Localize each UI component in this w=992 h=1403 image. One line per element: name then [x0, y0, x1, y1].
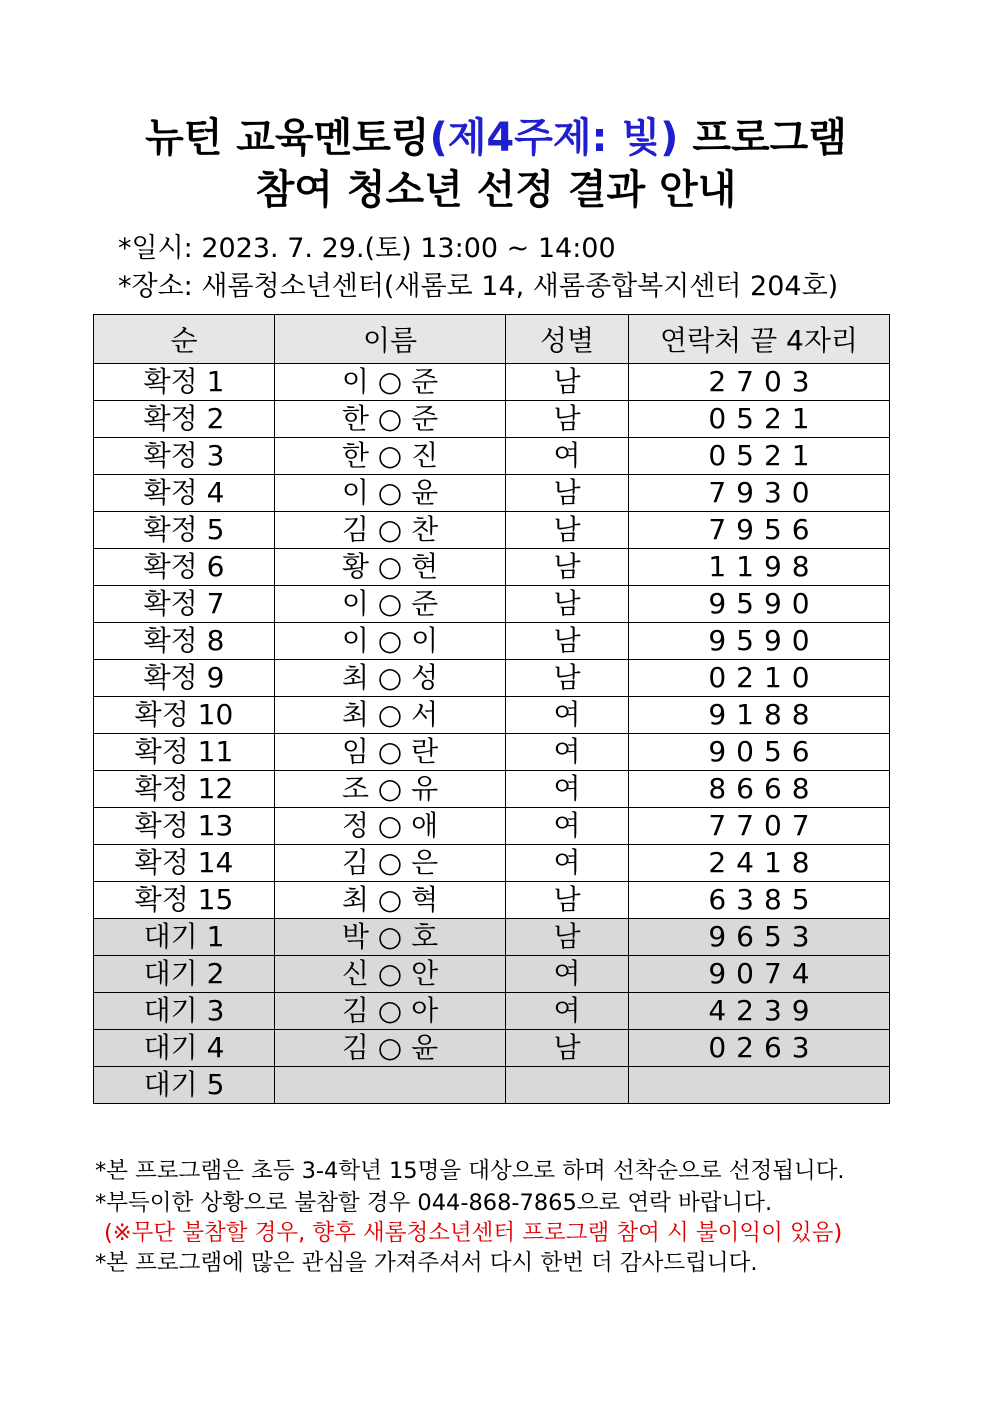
cell-phone: 6385 — [629, 882, 890, 919]
table-row — [94, 586, 890, 623]
cell-name: 김 ○ 윤 — [275, 1030, 506, 1067]
participant-table — [93, 314, 890, 1104]
table-row — [94, 401, 890, 438]
cell-order: 확정 7 — [94, 586, 275, 623]
cell-phone: 9188 — [629, 697, 890, 734]
table-row — [94, 734, 890, 771]
cell-gender: 여 — [506, 697, 629, 734]
cell-order: 대기 5 — [94, 1067, 275, 1104]
cell-name: 이 ○ 준 — [275, 364, 506, 401]
cell-order: 확정 1 — [94, 364, 275, 401]
cell-name: 김 ○ 찬 — [275, 512, 506, 549]
cell-name: 임 ○ 란 — [275, 734, 506, 771]
cell-gender: 남 — [506, 475, 629, 512]
cell-gender: 여 — [506, 993, 629, 1030]
note-warning: (※무단 불참할 경우, 향후 새롬청소년센터 프로그램 참여 시 불이익이 있음) — [104, 1220, 843, 1246]
cell-phone: 0263 — [629, 1030, 890, 1067]
cell-phone: 1198 — [629, 549, 890, 586]
cell-gender: 남 — [506, 549, 629, 586]
title-part2: 프로그램 — [678, 115, 847, 161]
cell-phone: 8668 — [629, 771, 890, 808]
cell-name: 최 ○ 성 — [275, 660, 506, 697]
table-row — [94, 1067, 890, 1104]
cell-name — [275, 1067, 506, 1104]
cell-order: 확정 9 — [94, 660, 275, 697]
table-row — [94, 845, 890, 882]
cell-phone: 0210 — [629, 660, 890, 697]
table-row — [94, 771, 890, 808]
cell-name: 김 ○ 아 — [275, 993, 506, 1030]
cell-order: 확정 14 — [94, 845, 275, 882]
cell-gender: 남 — [506, 401, 629, 438]
cell-phone: 9590 — [629, 586, 890, 623]
cell-name: 정 ○ 애 — [275, 808, 506, 845]
cell-order: 확정 12 — [94, 771, 275, 808]
cell-phone: 0521 — [629, 401, 890, 438]
cell-gender: 여 — [506, 771, 629, 808]
cell-order: 확정 8 — [94, 623, 275, 660]
cell-gender: 남 — [506, 623, 629, 660]
cell-order: 대기 2 — [94, 956, 275, 993]
cell-gender: 남 — [506, 1030, 629, 1067]
cell-name: 최 ○ 혁 — [275, 882, 506, 919]
cell-name: 신 ○ 안 — [275, 956, 506, 993]
cell-gender: 남 — [506, 364, 629, 401]
cell-order: 확정 6 — [94, 549, 275, 586]
table-row — [94, 549, 890, 586]
page-title-line2: 참여 청소년 선정 결과 안내 — [255, 167, 737, 213]
cell-gender: 여 — [506, 845, 629, 882]
table-row — [94, 993, 890, 1030]
cell-phone: 0521 — [629, 438, 890, 475]
title-part1: 뉴턴 교육멘토링 — [145, 115, 430, 161]
table-row — [94, 919, 890, 956]
table-row — [94, 956, 890, 993]
cell-order: 확정 10 — [94, 697, 275, 734]
cell-order: 확정 2 — [94, 401, 275, 438]
table-body — [94, 364, 890, 1104]
cell-name: 최 ○ 서 — [275, 697, 506, 734]
table-row — [94, 364, 890, 401]
table-row — [94, 1030, 890, 1067]
header-phone: 연락처 끝 4자리 — [629, 315, 890, 364]
cell-gender: 남 — [506, 586, 629, 623]
cell-order: 대기 3 — [94, 993, 275, 1030]
cell-phone: 7707 — [629, 808, 890, 845]
note-thanks: *본 프로그램에 많은 관심을 가져주셔서 다시 한번 더 감사드립니다. — [95, 1250, 758, 1276]
event-place: *장소: 새롬청소년센터(새롬로 14, 새롬종합복지센터 204호) — [118, 271, 839, 302]
cell-phone: 4239 — [629, 993, 890, 1030]
table-row — [94, 697, 890, 734]
cell-order: 확정 13 — [94, 808, 275, 845]
cell-gender — [506, 1067, 629, 1104]
cell-gender: 남 — [506, 660, 629, 697]
table-row — [94, 475, 890, 512]
cell-gender: 남 — [506, 512, 629, 549]
table-row — [94, 660, 890, 697]
table-row — [94, 623, 890, 660]
cell-phone: 9074 — [629, 956, 890, 993]
cell-phone: 7930 — [629, 475, 890, 512]
cell-order: 확정 4 — [94, 475, 275, 512]
cell-phone: 7956 — [629, 512, 890, 549]
cell-name: 이 ○ 준 — [275, 586, 506, 623]
cell-name: 김 ○ 은 — [275, 845, 506, 882]
table-row — [94, 512, 890, 549]
note-target: *본 프로그램은 초등 3-4학년 15명을 대상으로 하며 선착순으로 선정됩니다. — [95, 1158, 845, 1184]
cell-gender: 여 — [506, 438, 629, 475]
cell-gender: 남 — [506, 919, 629, 956]
cell-phone: 2418 — [629, 845, 890, 882]
cell-name: 이 ○ 이 — [275, 623, 506, 660]
title-topic-highlight: (제4주제: 빛) — [429, 115, 679, 161]
note-contact: *부득이한 상황으로 불참할 경우 044-868-7865으로 연락 바랍니다. — [95, 1190, 773, 1216]
cell-phone: 9056 — [629, 734, 890, 771]
cell-gender: 여 — [506, 956, 629, 993]
table-row — [94, 438, 890, 475]
page-title-line1 — [0, 114, 992, 162]
header-gender: 성별 — [506, 315, 629, 364]
cell-order: 확정 11 — [94, 734, 275, 771]
cell-name: 박 ○ 호 — [275, 919, 506, 956]
cell-order: 확정 5 — [94, 512, 275, 549]
table-row — [94, 808, 890, 845]
table-row — [94, 882, 890, 919]
cell-phone: 9653 — [629, 919, 890, 956]
cell-gender: 여 — [506, 734, 629, 771]
header-name: 이름 — [275, 315, 506, 364]
table-header-row — [94, 315, 890, 364]
cell-phone — [629, 1067, 890, 1104]
cell-order: 대기 1 — [94, 919, 275, 956]
cell-name: 이 ○ 윤 — [275, 475, 506, 512]
cell-phone: 9590 — [629, 623, 890, 660]
cell-name: 한 ○ 준 — [275, 401, 506, 438]
cell-phone: 2703 — [629, 364, 890, 401]
cell-name: 조 ○ 유 — [275, 771, 506, 808]
cell-gender: 여 — [506, 808, 629, 845]
cell-name: 황 ○ 현 — [275, 549, 506, 586]
header-order: 순 — [94, 315, 275, 364]
cell-order: 대기 4 — [94, 1030, 275, 1067]
cell-order: 확정 15 — [94, 882, 275, 919]
cell-name: 한 ○ 진 — [275, 438, 506, 475]
event-datetime: *일시: 2023. 7. 29.(토) 13:00 ~ 14:00 — [118, 233, 616, 264]
cell-order: 확정 3 — [94, 438, 275, 475]
cell-gender: 남 — [506, 882, 629, 919]
